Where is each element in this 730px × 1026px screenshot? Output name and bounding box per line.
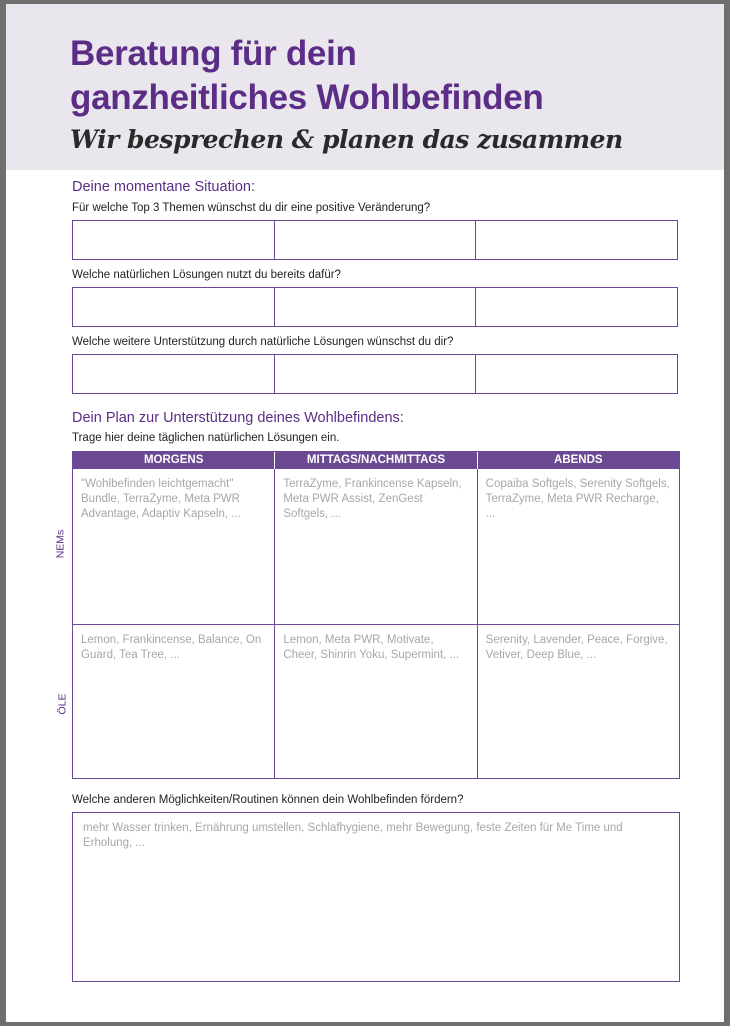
oele-morning-cell[interactable]: Lemon, Frankincense, Balance, On Guard, Tea Tree, ... [73, 625, 275, 779]
row-label-oele: ÖLE [56, 693, 69, 715]
answer-field-theme-2[interactable] [275, 221, 477, 259]
plan-row-oele [73, 624, 679, 779]
title-line-1: Beratung für dein [70, 34, 357, 73]
plan-row-nems [73, 469, 679, 624]
answer-field-current-2[interactable] [275, 288, 477, 326]
answer-field-current-1[interactable] [73, 288, 275, 326]
plan-instruction: Trage hier deine täglichen natürlichen Lösungen ein. [72, 432, 340, 444]
title-line-2: ganzheitliches Wohlbefinden [70, 78, 544, 117]
plan-table [72, 451, 680, 779]
answer-row-top-themes [72, 220, 678, 260]
worksheet-page [6, 4, 724, 1022]
situation-heading: Deine momentane Situation: [72, 179, 255, 195]
question-routines: Welche anderen Möglichkeiten/Routinen können dein Wohlbefinden fördern? [72, 794, 464, 806]
row-label-nems: NEMs [54, 529, 67, 559]
header-band [6, 4, 724, 170]
routines-textarea[interactable]: mehr Wasser trinken, Ernährung umstellen, Schlafhygiene, mehr Bewegung, feste Zeiten für Me Time und Erholung, ... [72, 812, 680, 982]
answer-row-further-support [72, 354, 678, 394]
question-further-support: Welche weitere Unterstützung durch natürliche Lösungen wünschst du dir? [72, 336, 454, 348]
question-current-solutions: Welche natürlichen Lösungen nutzt du bereits dafür? [72, 269, 341, 281]
answer-field-current-3[interactable] [476, 288, 677, 326]
oele-afternoon-cell[interactable]: Lemon, Meta PWR, Motivate, Cheer, Shinrin Yoku, Supermint, ... [275, 625, 477, 779]
plan-table-header [73, 452, 679, 469]
page-subtitle: Wir besprechen & planen das zusammen [70, 125, 623, 154]
answer-field-theme-1[interactable] [73, 221, 275, 259]
plan-heading: Dein Plan zur Unterstützung deines Wohlbefindens: [72, 410, 404, 426]
oele-evening-cell[interactable]: Serenity, Lavender, Peace, Forgive, Vetiver, Deep Blue, ... [485, 634, 668, 661]
nems-afternoon-cell[interactable]: TerraZyme, Frankincense Kapseln, Meta PWR Assist, ZenGest Softgels, ... [275, 469, 477, 624]
page-title [70, 32, 710, 120]
nems-morning-cell[interactable]: "Wohlbefinden leichtgemacht" Bundle, TerraZyme, Meta PWR Advantage, Adaptiv Kapseln, ... [73, 469, 275, 624]
nems-evening-cell[interactable]: Copaiba Softgels, Serenity Softgels, TerraZyme, Meta PWR Recharge, ... [485, 478, 670, 520]
answer-row-current-solutions [72, 287, 678, 327]
column-header-evening: ABENDS [554, 454, 603, 466]
question-top-themes: Für welche Top 3 Themen wünschst du dir eine positive Veränderung? [72, 202, 431, 214]
answer-field-theme-3[interactable] [476, 221, 677, 259]
answer-field-support-2[interactable] [275, 355, 477, 393]
column-header-morning: MORGENS [73, 452, 275, 469]
answer-field-support-1[interactable] [73, 355, 275, 393]
column-header-afternoon: MITTAGS/NACHMITTAGS [275, 452, 477, 469]
answer-field-support-3[interactable] [476, 355, 677, 393]
